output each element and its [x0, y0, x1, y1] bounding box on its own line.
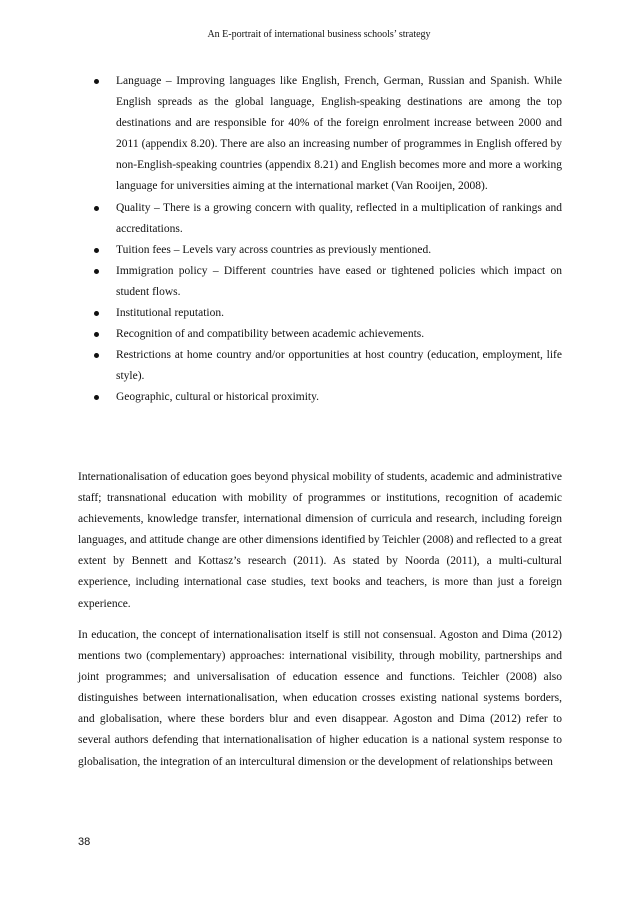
list-item	[78, 71, 562, 198]
factors-bullet-list	[78, 71, 562, 409]
list-item-text: Immigration policy – Different countries have eased or tightened policies which impact on student flows.	[116, 264, 562, 298]
bullet-icon	[94, 248, 99, 253]
body-paragraph-concept: In education, the concept of internationalisation itself is still not consensual. Agoston and Dima (2012) mentions two (complementary) approaches: international visibility, through mobility, partnerships and joint programmes; and universalisation of education essence and functions. Teichler (2008) also distinguishes between internationalisation, when education crosses existing national systems borders, and globalisation, where these borders blur and even disappear. Agoston and Dima (2012) refer to several authors defending that internationalisation of higher education is a national system response to globalisation, the integration of an intercultural dimension or the development of relationships between	[78, 629, 562, 768]
bullet-icon	[94, 353, 99, 358]
bullet-icon	[94, 332, 99, 337]
list-item	[78, 324, 562, 345]
list-item	[78, 345, 562, 387]
bullet-icon	[94, 206, 99, 211]
body-paragraph-internationalisation: Internationalisation of education goes beyond physical mobility of students, academic and administrative staff; transnational education with mobility of programmes or institutions, recognition of academic achievements, knowledge transfer, international dimension of curricula and research, including foreign languages, and attitude change are other dimensions identified by Teichler (2008) and reflected to a great extent by Bennett and Kottasz’s research (2011). As stated by Noorda (2011), a multi-cultural experience, including international case studies, text books and teachers, is more than just a foreign experience.	[78, 471, 562, 610]
bullet-icon	[94, 311, 99, 316]
bullet-icon	[94, 269, 99, 274]
page-number: 38	[78, 836, 91, 848]
list-item-text: Institutional reputation.	[116, 307, 224, 320]
list-item	[78, 240, 562, 261]
list-item-text: Tuition fees – Levels vary across countries as previously mentioned.	[116, 243, 432, 256]
running-header: An E-portrait of international business schools’ strategy	[207, 29, 431, 40]
list-item	[78, 261, 562, 303]
list-item	[78, 387, 562, 408]
bullet-icon	[94, 395, 99, 400]
bullet-icon	[94, 79, 99, 84]
list-item-text: Geographic, cultural or historical proximity.	[116, 391, 320, 404]
list-item-text: Language – Improving languages like English, French, German, Russian and Spanish. While English spreads as the global language, English-speaking destinations are among the top destinations and are responsible for 40% of the foreign enrolment increase between 2000 and 2011 (appendix 8.20). There are also an increasing number of programmes in English offered by non-English-speaking countries (appendix 8.21) and English becomes more and more a working language for universities aiming at the international market (Van Rooijen, 2008).	[116, 75, 562, 193]
list-item	[78, 303, 562, 324]
list-item-text: Restrictions at home country and/or opportunities at host country (education, employment, life style).	[116, 349, 562, 383]
list-item-text: Quality – There is a growing concern with quality, reflected in a multiplication of rankings and accreditations.	[116, 201, 562, 235]
list-item	[78, 198, 562, 240]
list-item-text: Recognition of and compatibility between academic achievements.	[116, 328, 425, 341]
